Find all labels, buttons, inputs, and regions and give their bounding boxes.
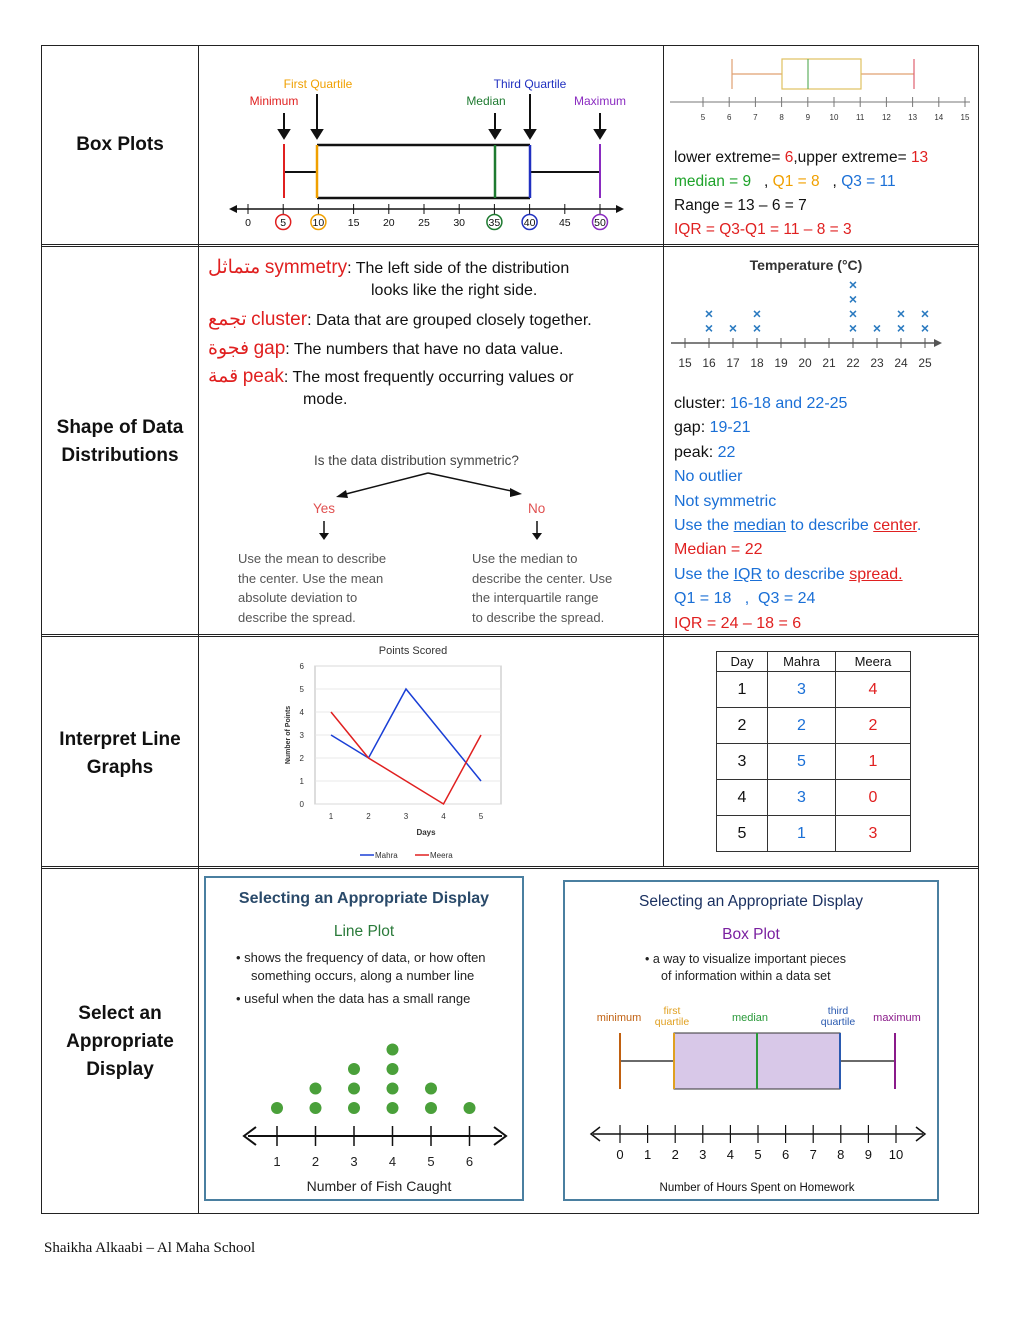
tick-label: 45: [558, 217, 571, 229]
dot-x-mark: ×: [728, 320, 738, 336]
chart-legend: [360, 851, 453, 860]
dot-x-mark: ×: [752, 320, 762, 336]
tick-label: 20: [382, 217, 395, 229]
cell-day: 4: [717, 780, 768, 816]
chart-ylabel: Number of Points: [285, 705, 292, 765]
tick-label: 5: [754, 1147, 762, 1162]
cell-day: 1: [717, 672, 768, 708]
table-row: [717, 744, 911, 780]
dot-x-mark: ×: [704, 305, 714, 322]
dot-x-mark: ×: [872, 320, 882, 336]
line-plot-card-bullets: • shows the frequency of data, or how often something occurs, along a number line • useful when the data has a small range: [236, 950, 486, 1006]
row-title-line-graphs: Interpret Line Graphs: [59, 729, 181, 778]
box-plot-example: [666, 52, 976, 132]
legend-label: Meera: [430, 851, 453, 860]
tick-label: 17: [726, 356, 740, 370]
box-plot-card-title: Selecting an Appropriate Display: [638, 893, 864, 910]
label-quartile3: quartile: [820, 1016, 856, 1028]
cell-day: 2: [717, 708, 768, 744]
header-mahra: Mahra: [768, 652, 836, 672]
chart-title: Points Scored: [378, 645, 448, 657]
example-box: [782, 59, 861, 89]
tick-label: 9: [864, 1147, 873, 1162]
dot-x-mark: ×: [848, 276, 858, 293]
label-third-quartile: Third Quartile: [493, 77, 567, 91]
table-row: [717, 780, 911, 816]
data-dot: [271, 1102, 283, 1114]
row-divider-1: [41, 244, 979, 247]
pointer-arrows: [279, 94, 605, 138]
example-stats: lower extreme= 6,upper extreme= 13 median = 9 , Q1 = 8 , Q3 = 11 Range = 13 – 6 = 7 IQR = Q3-Q1 = 11 – 8 = 3: [674, 149, 929, 238]
points-table: [716, 651, 911, 852]
label-first-quartile: First Quartile: [283, 77, 353, 91]
tick-label: 18: [750, 356, 764, 370]
y-tick-label: 2: [299, 754, 304, 763]
x-tick-label: 1: [328, 812, 334, 821]
cell-mahra: 3: [768, 780, 836, 816]
tick-label: 15: [960, 113, 970, 122]
label-maximum: Maximum: [573, 94, 627, 108]
dot-plot-marks: [705, 277, 929, 337]
cell-day: 3: [717, 744, 768, 780]
column-divider-2: [663, 45, 664, 867]
fish-ticks: [273, 1126, 473, 1169]
table-row: [717, 816, 911, 852]
tick-label: 11: [856, 113, 865, 122]
data-dot: [310, 1083, 322, 1095]
label-median: median: [731, 1012, 769, 1024]
data-dot: [348, 1063, 360, 1075]
homework-box-plot: [567, 997, 937, 1199]
flowchart-question: Is the data distribution symmetric?: [314, 453, 519, 468]
dot-x-mark: ×: [752, 305, 762, 322]
tick-label: 6: [781, 1147, 790, 1162]
table-row: [717, 708, 911, 744]
tick-label: 8: [837, 1147, 845, 1162]
hw-axis-label: Number of Hours Spent on Homework: [659, 1182, 855, 1194]
tick-label: 6: [726, 113, 732, 122]
cell-meera: 3: [836, 816, 911, 852]
line-plot-card-subtitle: Line Plot: [333, 923, 395, 940]
tick-label: 4: [388, 1154, 397, 1169]
tick-label: 16: [702, 356, 716, 370]
dot-x-mark: ×: [848, 305, 858, 322]
cell-meera: 2: [836, 708, 911, 744]
label-min: minimum: [596, 1012, 642, 1024]
tick-label: 50: [594, 217, 606, 229]
tick-label: 6: [465, 1154, 474, 1169]
tick-label: 25: [918, 356, 932, 370]
y-tick-label: 3: [299, 731, 304, 740]
data-dot: [387, 1083, 399, 1095]
tick-label: 9: [805, 113, 811, 122]
tick-label: 10: [888, 1147, 904, 1162]
row-divider-3: [41, 866, 979, 869]
dot-plot-title: Temperature (°C): [749, 257, 863, 273]
tick-label: 3: [699, 1147, 707, 1162]
header-day: Day: [717, 652, 768, 672]
tick-label: 0: [245, 217, 251, 229]
label-max: maximum: [873, 1012, 921, 1024]
data-dot: [387, 1044, 399, 1056]
box-plot-diagram-ticks: [245, 204, 607, 230]
shape-terms: متماثل symmetry: The left side of the distribution looks like the right side. تجمع cluster: Data that are grouped closely together. فجوة gap: The numbers that have no data value. قمة peak: The most frequently occurring values or mode.: [208, 257, 592, 408]
line-plot-card: [204, 876, 524, 1201]
data-dot: [348, 1102, 360, 1114]
flowchart-down-arrows: [310, 520, 550, 542]
label-minimum: Minimum: [249, 94, 299, 108]
dot-x-mark: ×: [896, 305, 906, 322]
legend-label: Mahra: [375, 851, 398, 860]
flowchart-arrows: [330, 470, 530, 500]
x-tick-label: 4: [441, 812, 446, 821]
tick-label: 20: [798, 356, 812, 370]
data-dot: [425, 1102, 437, 1114]
column-divider-1: [198, 45, 199, 1214]
label-quartile1: quartile: [654, 1016, 690, 1028]
cell-meera: 4: [836, 672, 911, 708]
label-first: first: [663, 1005, 681, 1017]
dot-plot-analysis: cluster: 16-18 and 22-25 gap: 19-21 peak: 22 No outlier Not symmetric Use the median to describe center. Median = 22 Use the IQR to describe spread. Q1 = 18 , Q3 = 24 IQR = 24 – 18 = 6: [674, 395, 922, 632]
tick-label: 13: [908, 113, 918, 122]
cell-meera: 1: [836, 744, 911, 780]
tick-label: 8: [779, 113, 784, 122]
tick-label: 24: [894, 356, 908, 370]
tick-label: 7: [753, 113, 758, 122]
line-plot-card-title: Selecting an Appropriate Display: [238, 890, 490, 907]
x-tick-label: 5: [478, 812, 484, 821]
table-header-row: [717, 652, 911, 672]
tick-label: 4: [726, 1147, 735, 1162]
y-tick-label: 6: [299, 662, 304, 671]
tick-label: 10: [829, 113, 839, 122]
fish-axis-label: Number of Fish Caught: [306, 1178, 452, 1194]
tick-label: 15: [347, 217, 360, 229]
tick-label: 2: [311, 1154, 320, 1169]
tick-label: 25: [418, 217, 430, 229]
flowchart-no: No: [528, 501, 546, 516]
tick-label: 15: [678, 356, 692, 370]
row-title-select-display: Select an Appropriate Display: [66, 1003, 174, 1080]
cell-mahra: 3: [768, 672, 836, 708]
cell-mahra: 5: [768, 744, 836, 780]
points-scored-line-chart: [278, 640, 518, 865]
data-dot: [348, 1083, 360, 1095]
y-tick-label: 1: [299, 777, 304, 786]
tick-label: 3: [350, 1154, 358, 1169]
flowchart-no-text: Use the median to describe the center. Use the interquartile range to describe the spread.: [472, 551, 613, 625]
tick-label: 40: [523, 217, 536, 229]
tick-label: 5: [700, 113, 706, 122]
data-dot: [387, 1102, 399, 1114]
cell-mahra: 2: [768, 708, 836, 744]
hw-ticks: [616, 1125, 903, 1162]
data-dot: [425, 1083, 437, 1095]
header-meera: Meera: [836, 652, 911, 672]
footer-author: Shaikha Alkaabi – Al Maha School: [44, 1240, 256, 1256]
tick-label: 1: [643, 1147, 652, 1162]
data-dot: [387, 1063, 399, 1075]
table-row: [717, 672, 911, 708]
dot-x-mark: ×: [848, 291, 858, 307]
tick-label: 35: [488, 217, 501, 229]
tick-label: 7: [809, 1147, 817, 1162]
dot-x-mark: ×: [920, 305, 930, 322]
tick-label: 30: [453, 217, 466, 229]
tick-label: 19: [774, 356, 788, 370]
row-title-box-plots: Box Plots: [76, 134, 164, 155]
fish-line-plot: [236, 1033, 516, 1198]
dot-x-mark: ×: [896, 320, 906, 336]
tick-label: 1: [273, 1154, 281, 1169]
tick-label: 5: [280, 217, 287, 229]
dot-x-mark: ×: [920, 320, 930, 336]
fish-dots: [271, 1044, 476, 1115]
tick-label: 12: [881, 113, 891, 122]
tick-label: 21: [822, 356, 836, 370]
y-tick-label: 0: [299, 800, 304, 809]
cell-mahra: 1: [768, 816, 836, 852]
box-plot-card-bullet: • a way to visualize important pieces of information within a data set: [645, 952, 847, 983]
tick-label: 5: [427, 1154, 435, 1169]
flowchart-yes: Yes: [313, 501, 336, 516]
dot-x-mark: ×: [848, 320, 858, 336]
label-median: Median: [466, 94, 506, 108]
label-third: third: [827, 1005, 849, 1017]
box-plot-diagram: [225, 72, 635, 237]
flowchart-yes-text: Use the mean to describe the center. Use the mean absolute deviation to describe the spread.: [238, 551, 387, 625]
tick-label: 22: [846, 356, 860, 370]
box-plot-card-subtitle: Box Plot: [722, 926, 780, 943]
data-dot: [464, 1102, 476, 1114]
tick-label: 2: [671, 1147, 679, 1162]
tick-label: 0: [616, 1147, 624, 1162]
x-tick-label: 2: [366, 812, 371, 821]
cell-day: 5: [717, 816, 768, 852]
row-title-shape: Shape of Data Distributions: [56, 417, 184, 466]
example-ticks: [701, 97, 970, 122]
temperature-dot-plot: [666, 252, 976, 377]
x-tick-label: 3: [403, 812, 409, 821]
y-tick-label: 5: [299, 685, 304, 694]
chart-xlabel: Days: [416, 828, 436, 837]
data-dot: [310, 1102, 322, 1114]
box-plot-card: [563, 880, 939, 1201]
tick-label: 23: [870, 356, 884, 370]
dot-x-mark: ×: [704, 320, 714, 336]
cell-meera: 0: [836, 780, 911, 816]
y-tick-label: 4: [299, 708, 304, 717]
tick-label: 14: [934, 113, 944, 122]
tick-label: 10: [312, 217, 325, 229]
